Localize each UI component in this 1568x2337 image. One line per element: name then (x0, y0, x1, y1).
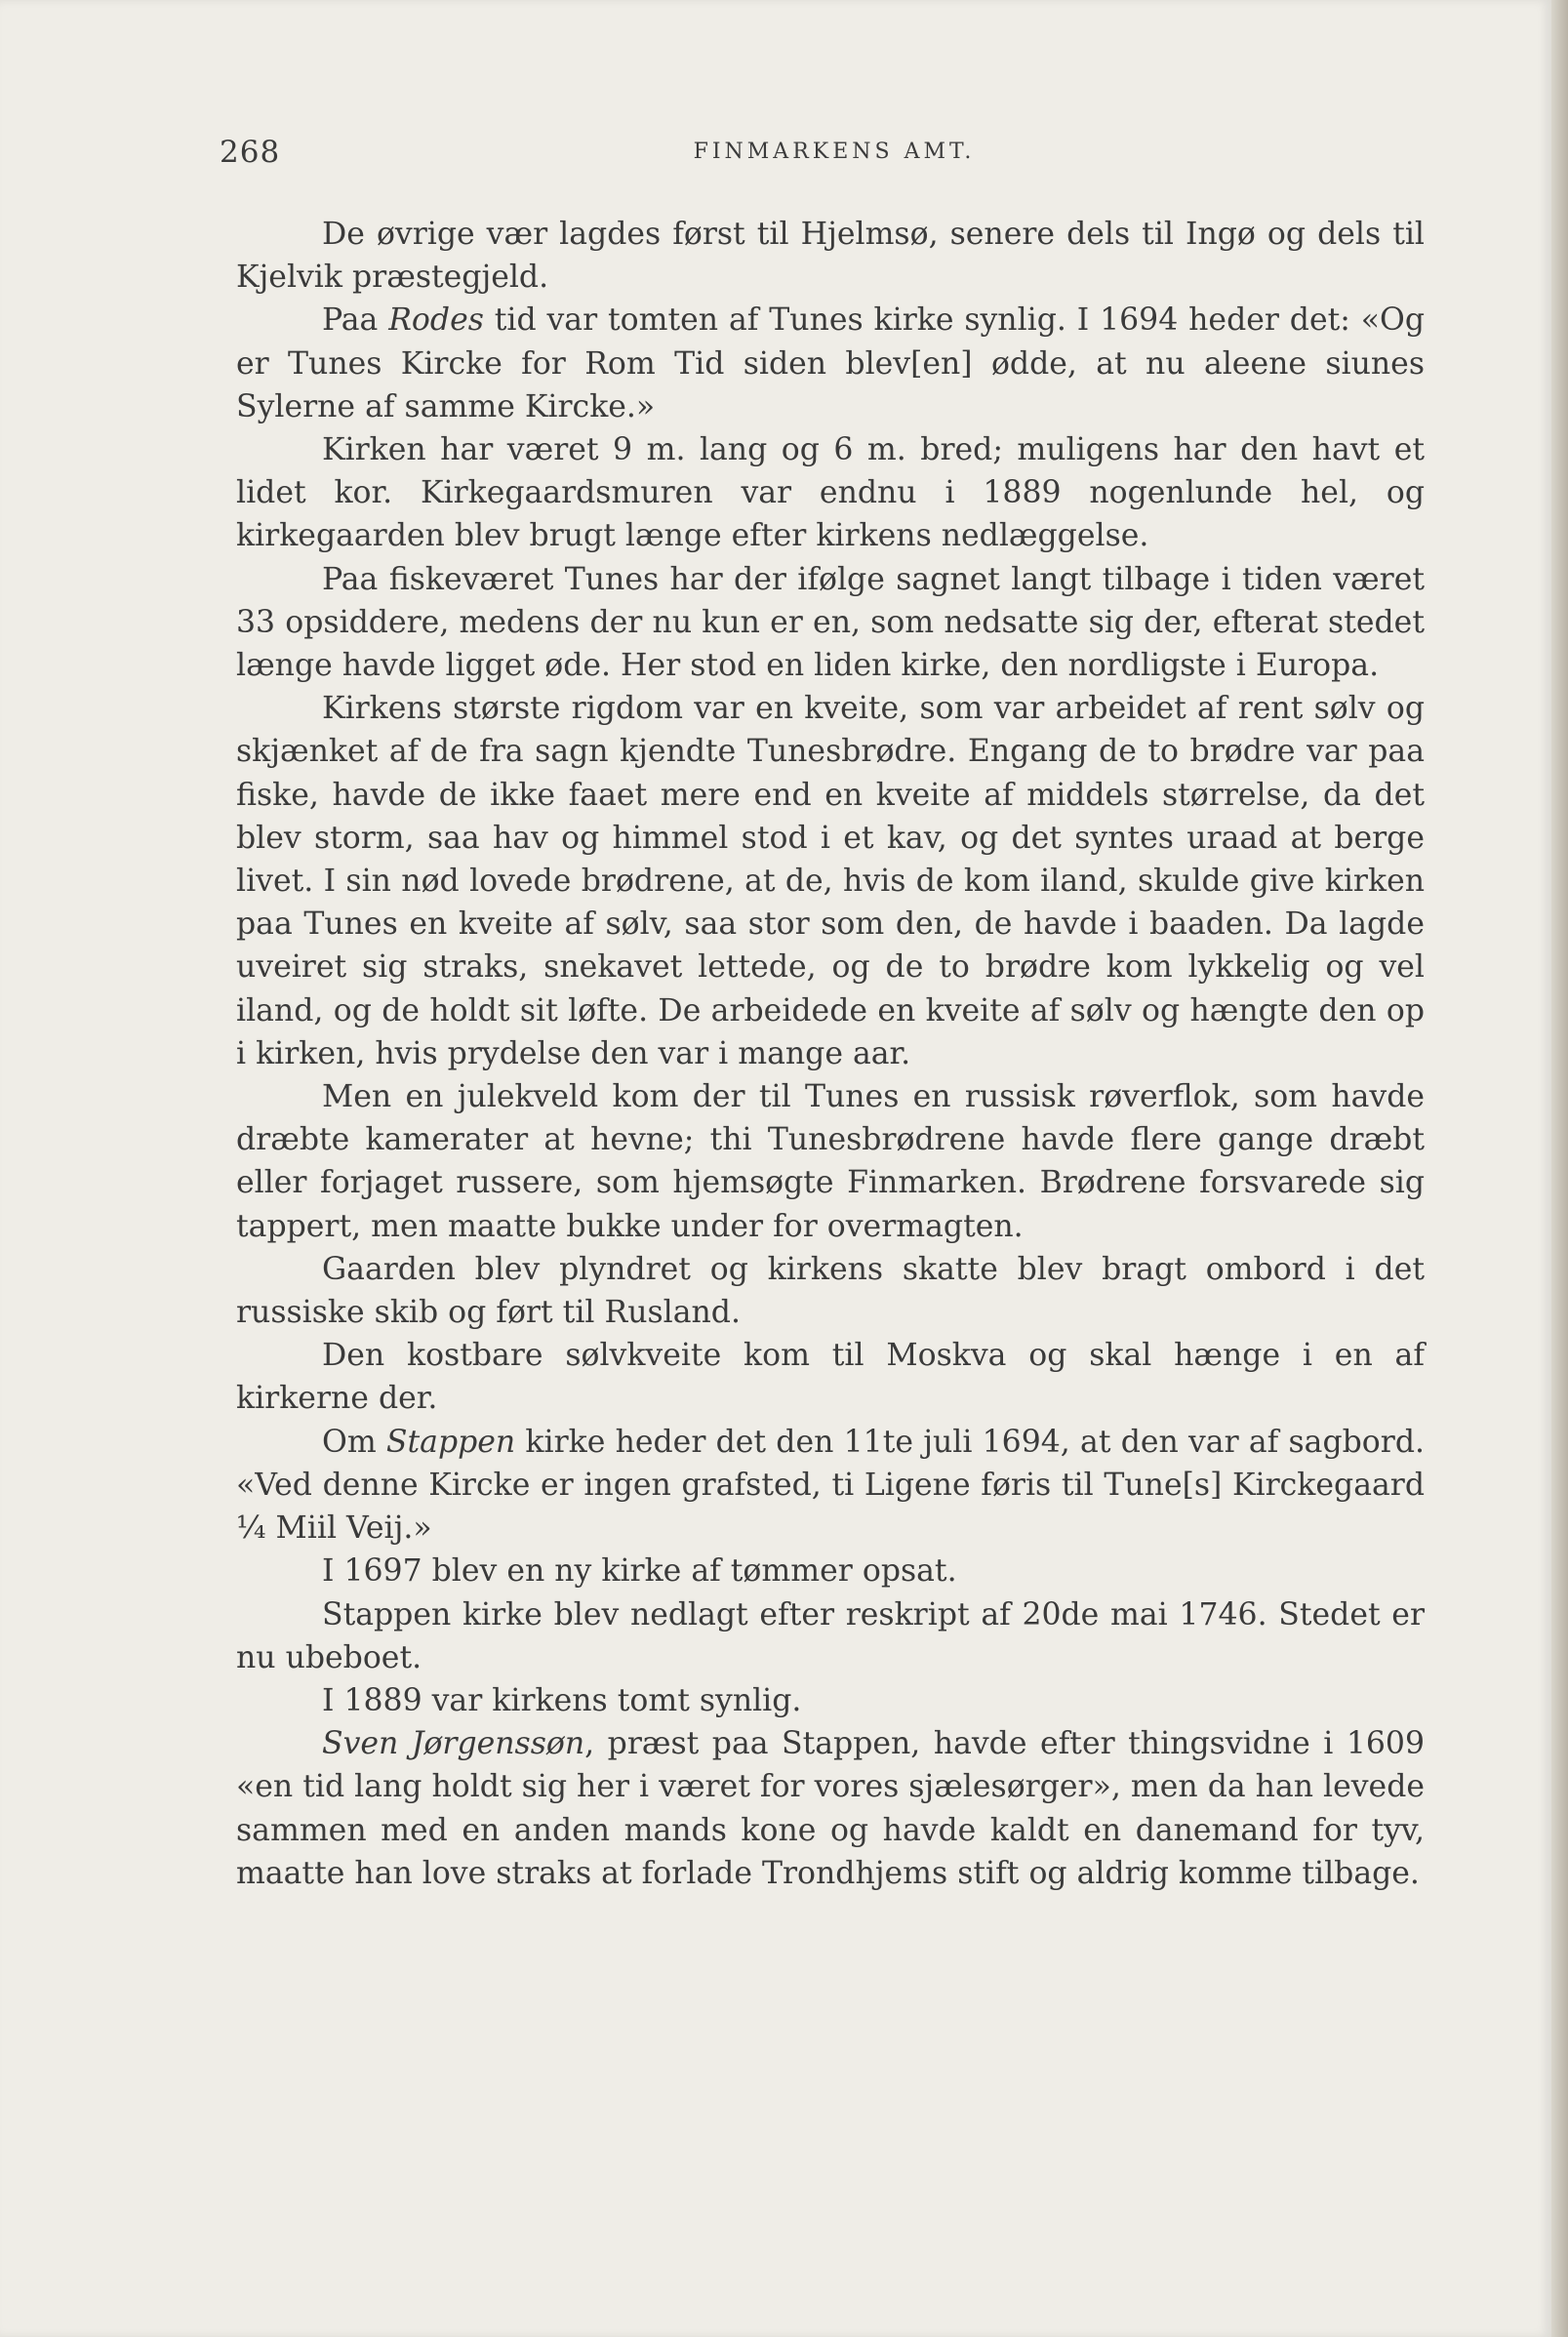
italic-name: Rodes (388, 302, 484, 339)
italic-name: Sven Jørgenssøn (322, 1726, 585, 1762)
paragraph: Gaarden blev plyndret og kirkens skatte blev bragt ombord i det russiske skib og ført til Rusland. (236, 1251, 1425, 1331)
running-title: FINMARKENS AMT. (693, 140, 976, 164)
paragraph: Om Stappen kirke heder det den 11te juli 1694, at den var af sagbord. «Ved denne Kircke er ingen grafsted, ti Ligene føris til Tune[s] Kirckegaard ¼ Miil Veij.» (236, 1424, 1425, 1547)
paragraph: De øvrige vær lagdes først til Hjelmsø, senere dels til Ingø og dels til Kjelvik præstegjeld. (236, 217, 1425, 296)
paragraph: Men en julekveld kom der til Tunes en russisk røverflok, som havde dræbte kamerater at hevne; thi Tunesbrødrene havde flere gange dræbt eller forjaget russere, som hjemsøgte Finmarken. Brødrene forsvarede sig tappert, men maatte bukke under for overmagten. (236, 1079, 1425, 1244)
paragraph: Kirken har været 9 m. lang og 6 m. bred; muligens har den havt et lidet kor. Kirkegaardsmuren var endnu i 1889 nogenlunde hel, og kirkegaarden blev brugt længe efter kirkens nedlæggelse. (236, 432, 1425, 554)
paragraph: I 1697 blev en ny kirke af tømmer opsat. (322, 1553, 957, 1590)
paragraph: Stappen kirke blev nedlagt efter reskript af 20de mai 1746. Stedet er nu ubeboet. (236, 1596, 1425, 1675)
paragraph: Kirkens største rigdom var en kveite, som var arbeidet af rent sølv og skjænket af de fra sagn kjendte Tunesbrødre. Engang de to brødre var paa fiske, havde de ikke faaet mere end en kveite af middels størrelse, da det blev storm, saa hav og himmel stod i et kav, og det syntes uraad at berge livet. I sin nød lovede brødrene, at de, hvis de kom iland, skulde give kirken paa Tunes en kveite af sølv, saa stor som den, de havde i baaden. Da lagde uveiret sig straks, snekavet lettede, og de to brødre kom lykkelig og vel iland, og de holdt sit løfte. De arbeidede en kveite af sølv og hængte den op i kirken, hvis prydelse den var i mange aar. (236, 691, 1425, 1071)
page-edge (1551, 0, 1568, 2337)
italic-name: Stappen (385, 1424, 516, 1460)
paragraph: Den kostbare sølvkveite kom til Moskva og skal hænge i en af kirkerne der. (236, 1338, 1425, 1417)
paragraph: Paa Rodes tid var tomten af Tunes kirke synlig. I 1694 heder det: «Og er Tunes Kircke for Rom Tid siden blev[en] ødde, at nu aleene siunes Sylerne af samme Kircke.» (236, 302, 1426, 424)
body-text (236, 213, 1425, 1895)
paragraph: Paa fiskeværet Tunes har der ifølge sagnet langt tilbage i tiden været 33 opsiddere, medens der nu kun er en, som nedsatte sig der, efterat stedet længe havde ligget øde. Her stod en liden kirke, den nordligste i Europa. (236, 561, 1425, 684)
paragraph: Sven Jørgenssøn, præst paa Stappen, havde efter thingsvidne i 1609 «en tid lang holdt sig her i været for vores sjælesørger», men da han levede sammen med en anden mands kone og havde kaldt en danemand for tyv, maatte han love straks at forlade Trondhjems stift og aldrig komme tilbage. (236, 1726, 1425, 1891)
paragraph: I 1889 var kirkens tomt synlig. (322, 1682, 802, 1718)
page-header (220, 135, 1425, 174)
page-number: 268 (220, 135, 281, 170)
